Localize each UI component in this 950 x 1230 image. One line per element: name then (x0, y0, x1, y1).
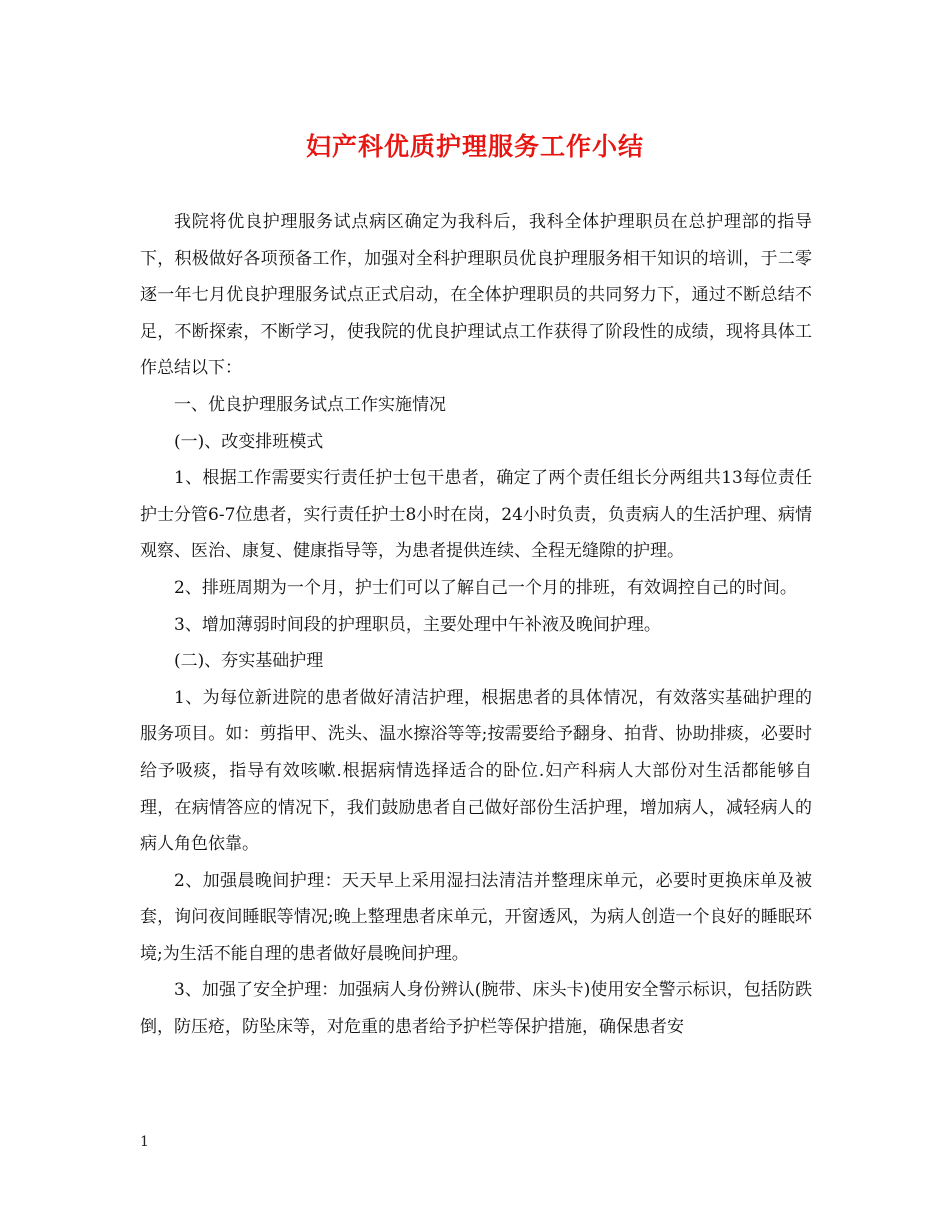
paragraph-intro: 我院将优良护理服务试点病区确定为我科后，我科全体护理职员在总护理部的指导下，积极做好各项预备工作，加强对全科护理职员优良护理服务相干知识的培训，于二零逐一年七月优良护理服务试点正式启动，在全体护理职员的共同努力下，通过不断总结不足，不断探索，不断学习，使我院的优良护理试点工作获得了阶段性的成绩，现将具体工作总结以下： (140, 212, 812, 379)
subsection-heading: (一)、改变排班模式 (174, 431, 324, 452)
section-heading: 一、优良护理服务试点工作实施情况 (174, 394, 446, 415)
document-title: 妇产科优质护理服务工作小结 (305, 132, 644, 161)
paragraph: 2、加强晨晚间护理：天天早上采用湿扫法清洁并整理床单元，必要时更换床单及被套，询问夜间睡眠等情况;晚上整理患者床单元，开窗透风，为病人创造一个良好的睡眠环境;为生活不能自理的患者做好晨晚间护理。 (140, 870, 812, 964)
paragraph: 2、排班周期为一个月，护士们可以了解自己一个月的排班，有效调控自己的时间。 (174, 577, 797, 598)
paragraph: 3、加强了安全护理：加强病人身份辨认(腕带、床头卡)使用安全警示标识，包括防跌倒，防压疮，防坠床等，对危重的患者给予护栏等保护措施，确保患者安 (140, 980, 812, 1038)
page-number: 1 (140, 1134, 149, 1150)
subsection-heading: (二)、夯实基础护理 (174, 651, 324, 672)
paragraph: 1、为每位新进院的患者做好清洁护理，根据患者的具体情况，有效落实基础护理的服务项目。如：剪指甲、洗头、温水擦浴等等;按需要给予翻身、拍背、协助排痰，必要时给予吸痰，指导有效咳嗽.根据病情选择适合的卧位.妇产科病人大部份对生活都能够自理，在病情答应的情况下，我们鼓励患者自己做好部份生活护理，增加病人，减轻病人的病人角色依靠。 (140, 687, 812, 855)
paragraph: 1、根据工作需要实行责任护士包干患者，确定了两个责任组长分两组共13每位责任护士分管6-7位患者，实行责任护士8小时在岗，24小时负责，负责病人的生活护理、病情观察、医治、康复、健康指导等，为患者提供连续、全程无缝隙的护理。 (140, 468, 812, 562)
paragraph: 3、增加薄弱时间段的护理职员，主要处理中午补液及晚间护理。 (174, 614, 661, 635)
document-body (140, 204, 812, 1046)
